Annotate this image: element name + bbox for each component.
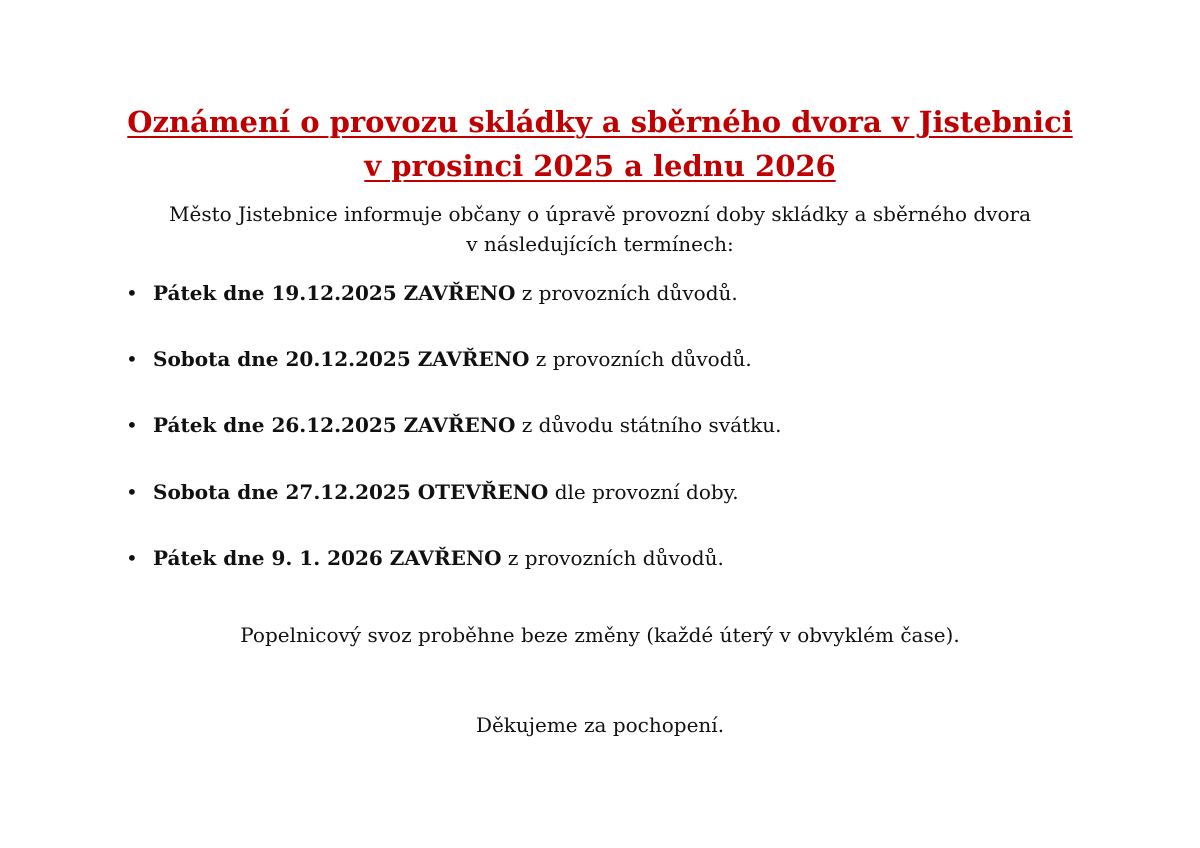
schedule-item-date-status: Pátek dne 26.12.2025 ZAVŘENO <box>153 413 516 437</box>
bullet-icon: • <box>126 281 138 305</box>
intro-text-line-2: v následujících termínech: <box>466 232 734 256</box>
schedule-item <box>126 278 1126 308</box>
schedule-item-reason: z provozních důvodů. <box>501 546 724 570</box>
notice-title-line-1: Oznámení o provozu skládky a sběrného dvora v Jistebnici <box>127 105 1073 139</box>
schedule-item-reason: z provozních důvodů. <box>529 347 752 371</box>
bullet-icon: • <box>126 546 138 570</box>
schedule-item <box>126 477 1126 507</box>
waste-collection-note: Popelnicový svoz proběhne beze změny (každé úterý v obvyklém čase). <box>240 623 960 647</box>
schedule-item-date-status: Sobota dne 27.12.2025 OTEVŘENO <box>153 480 549 504</box>
schedule-item-reason: z důvodu státního svátku. <box>515 413 782 437</box>
schedule-item-date-status: Pátek dne 9. 1. 2026 ZAVŘENO <box>153 546 502 570</box>
schedule-item-reason: z provozních důvodů. <box>515 281 738 305</box>
bullet-icon: • <box>126 347 138 371</box>
bullet-icon: • <box>126 480 138 504</box>
schedule-item <box>126 543 1126 573</box>
schedule-item <box>126 410 1126 440</box>
intro-text-line-1: Město Jistebnice informuje občany o úpravě provozní doby skládky a sběrného dvora <box>169 202 1031 226</box>
notice-title-line-2: v prosinci 2025 a lednu 2026 <box>364 149 836 183</box>
thanks-note: Děkujeme za pochopení. <box>475 713 725 737</box>
schedule-item-date-status: Sobota dne 20.12.2025 ZAVŘENO <box>153 347 530 371</box>
schedule-item <box>126 344 1126 374</box>
schedule-item-reason: dle provozní doby. <box>548 480 739 504</box>
schedule-item-date-status: Pátek dne 19.12.2025 ZAVŘENO <box>153 281 516 305</box>
bullet-icon: • <box>126 413 138 437</box>
